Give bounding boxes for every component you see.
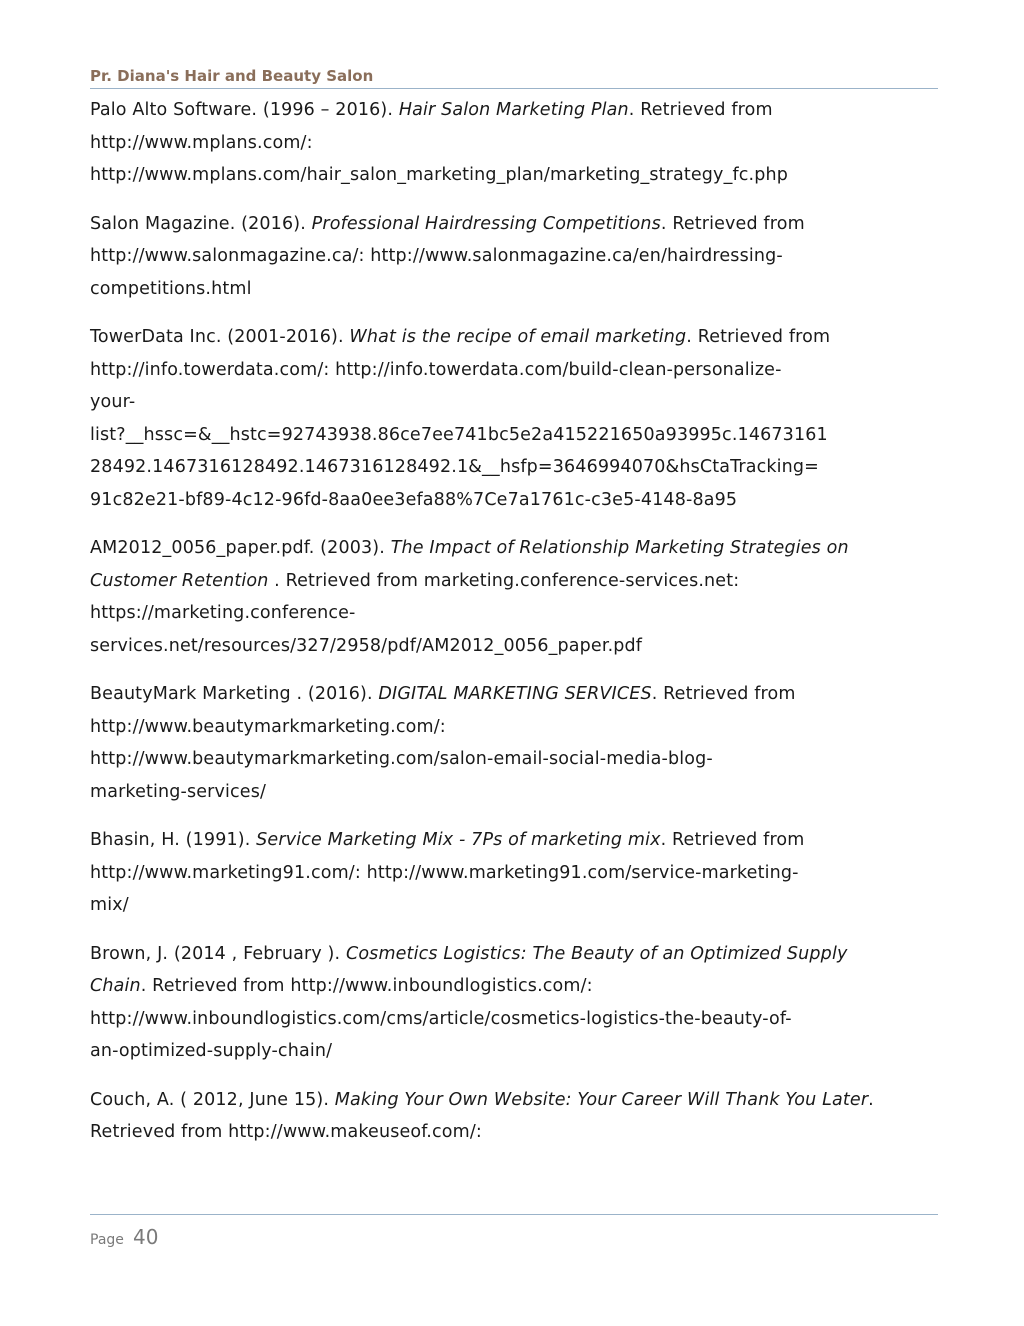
reference-retrieved: . Retrieved from: [660, 830, 805, 850]
reference-title: DIGITAL MARKETING SERVICES: [378, 684, 652, 704]
reference-url-line: 28492.1467316128492.1467316128492.1&__hsfp=3646994070&hsCtaTracking=: [90, 457, 819, 477]
reference-retrieved: .: [868, 1089, 874, 1110]
reference-item: [90, 824, 940, 922]
reference-url-line: services.net/resources/327/2958/pdf/AM2012_0056_paper.pdf: [90, 635, 643, 656]
reference-url-line: http://www.inboundlogistics.com/cms/article/cosmetics-logistics-the-beauty-of-: [90, 1008, 792, 1029]
reference-item: [90, 208, 940, 306]
reference-url-line: marketing-services/: [90, 781, 267, 802]
reference-retrieved: . Retrieved from http://www.inboundlogistics.com/:: [140, 976, 593, 996]
reference-author-date: Bhasin, H. (1991).: [90, 830, 257, 850]
reference-author-date: Salon Magazine. (2016).: [90, 213, 312, 234]
reference-url-line: http://www.mplans.com/:: [90, 132, 313, 153]
page-header: [90, 66, 938, 89]
reference-author-date: BeautyMark Marketing . (2016).: [90, 684, 379, 704]
reference-item: [90, 938, 940, 1068]
reference-item: [90, 532, 940, 662]
reference-title: What is the recipe of email marketing: [349, 327, 687, 347]
reference-url-line: http://www.beautymarkmarketing.com/:: [90, 716, 446, 737]
reference-retrieved: . Retrieved from marketing.conference-services.net:: [268, 570, 740, 591]
reference-url-line: your-: [90, 392, 136, 412]
reference-item: [90, 94, 940, 192]
reference-url-line: http://www.mplans.com/hair_salon_marketing_plan/marketing_strategy_fc.php: [90, 165, 789, 185]
page-number: 40: [133, 1225, 159, 1249]
reference-title-continued: Chain: [90, 976, 141, 996]
reference-url-line: mix/: [90, 895, 129, 915]
reference-author-date: Couch, A. ( 2012, June 15).: [90, 1089, 335, 1110]
reference-url-line: http://info.towerdata.com/: http://info.towerdata.com/build-clean-personalize-: [90, 359, 782, 380]
reference-title-line: [90, 970, 940, 1003]
reference-title: The Impact of Relationship Marketing Strategies on: [390, 538, 849, 558]
reference-url-line: https://marketing.conference-: [90, 603, 356, 623]
reference-retrieved: . Retrieved from: [628, 100, 773, 120]
reference-url-line: 91c82e21-bf89-4c12-96fd-8aa0ee3efa88%7Ce7a1761c-c3e5-4148-8a95: [90, 489, 738, 510]
reference-url-line: Retrieved from http://www.makeuseof.com/:: [90, 1122, 482, 1142]
reference-title: Professional Hairdressing Competitions: [311, 213, 661, 234]
reference-author-date: TowerData Inc. (2001-2016).: [90, 327, 350, 347]
reference-retrieved: . Retrieved from: [686, 327, 831, 347]
page-number-block: [90, 1225, 938, 1249]
reference-item: [90, 1084, 940, 1149]
reference-title: Cosmetics Logistics: The Beauty of an Optimized Supply: [345, 943, 848, 964]
header-title: Pr. Diana's Hair and Beauty Salon: [90, 67, 374, 85]
reference-url-line: competitions.html: [90, 278, 252, 299]
reference-url-line: http://www.salonmagazine.ca/: http://www.salonmagazine.ca/en/hairdressing-: [90, 246, 783, 266]
reference-url-line: http://www.marketing91.com/: http://www.marketing91.com/service-marketing-: [90, 862, 799, 883]
reference-item: [90, 678, 940, 808]
reference-retrieved: . Retrieved from: [660, 213, 805, 234]
reference-title-continued: Customer Retention: [90, 570, 269, 591]
reference-title: Service Marketing Mix - 7Ps of marketing mix: [256, 830, 661, 850]
reference-url-line: list?__hssc=&__hstc=92743938.86ce7ee741bc5e2a415221650a93995c.14673161: [90, 424, 828, 445]
reference-author-date: Brown, J. (2014 , February ).: [90, 943, 346, 964]
reference-url-line: an-optimized-supply-chain/: [90, 1041, 333, 1061]
page-label: Page: [90, 1232, 124, 1248]
reference-url-line: http://www.beautymarkmarketing.com/salon-email-social-media-blog-: [90, 749, 713, 769]
reference-title: Making Your Own Website: Your Career Will Thank You Later: [334, 1089, 869, 1110]
reference-title: Hair Salon Marketing Plan: [398, 100, 629, 120]
reference-item: [90, 321, 940, 516]
reference-retrieved: . Retrieved from: [651, 684, 796, 704]
reference-list: [90, 94, 940, 1165]
reference-author-date: Palo Alto Software. (1996 – 2016).: [90, 100, 399, 120]
reference-author-date: AM2012_0056_paper.pdf. (2003).: [90, 538, 391, 558]
page-footer: [90, 1214, 938, 1249]
reference-title-line: [90, 565, 940, 598]
